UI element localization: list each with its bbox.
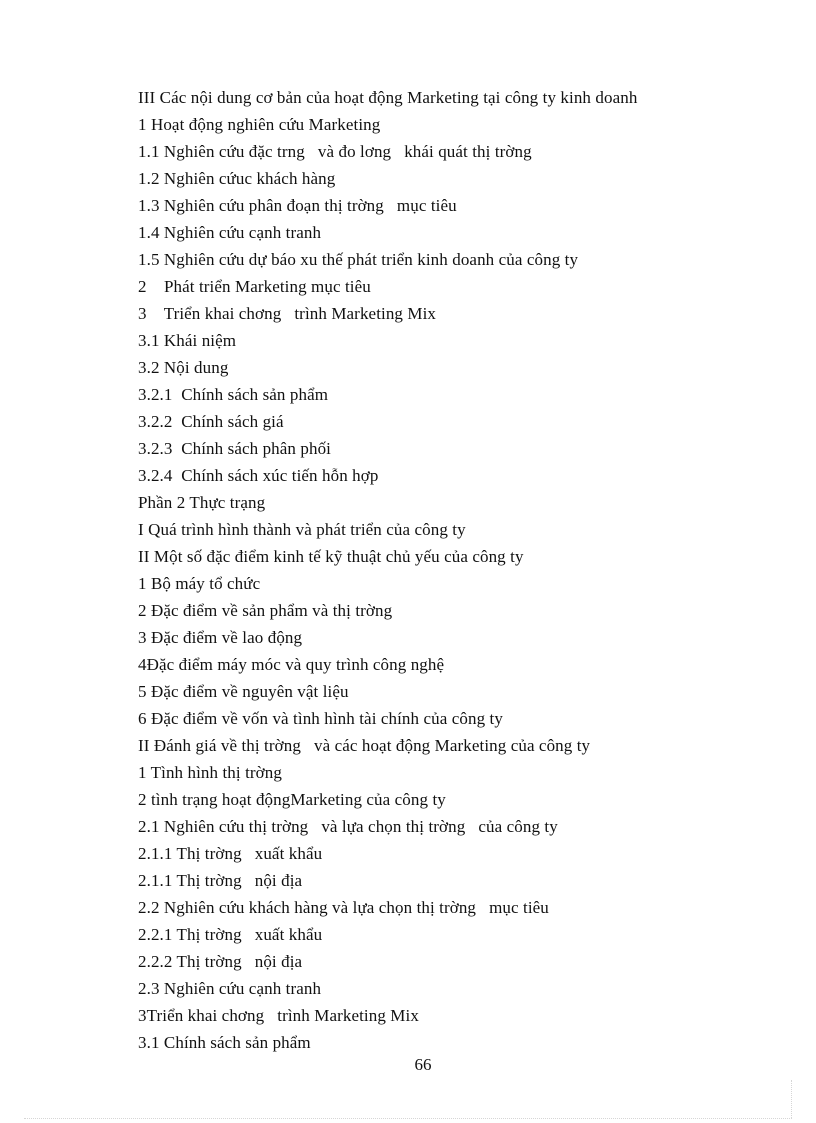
- table-of-contents: [138, 84, 738, 1056]
- toc-line: 4Đặc điểm máy móc và quy trình công nghệ: [138, 655, 445, 674]
- toc-line: 1.4 Nghiên cứu cạnh tranh: [138, 223, 322, 242]
- toc-line: 3.2.4 Chính sách xúc tiến hỗn hợp: [138, 466, 379, 485]
- toc-line: 2.3 Nghiên cứu cạnh tranh: [138, 979, 322, 998]
- toc-line: 3.2.2 Chính sách giá: [138, 412, 284, 431]
- toc-line: 1 Bộ máy tổ chức: [138, 574, 261, 593]
- toc-line: III Các nội dung cơ bản của hoạt động Marketing tại công ty kinh doanh: [138, 88, 638, 107]
- toc-line: 6 Đặc điểm về vốn và tình hình tài chính của công ty: [138, 709, 503, 728]
- toc-line: 2.2 Nghiên cứu khách hàng và lựa chọn thị trờng mục tiêu: [138, 898, 549, 917]
- toc-line: 3 Triển khai chơng trình Marketing Mix: [138, 304, 437, 323]
- toc-line: 1.1 Nghiên cứu đặc trng và đo lơng khái quát thị trờng: [138, 142, 532, 161]
- page-border-right: [791, 1080, 792, 1118]
- toc-line: 3.1 Khái niệm: [138, 331, 237, 350]
- toc-line: 3.1 Chính sách sản phẩm: [138, 1033, 311, 1052]
- toc-line: 3.2 Nội dung: [138, 358, 229, 377]
- toc-line: 2.1 Nghiên cứu thị trờng và lựa chọn thị trờng của công ty: [138, 817, 558, 836]
- toc-line: 2.1.1 Thị trờng nội địa: [138, 871, 303, 890]
- toc-line: I Quá trình hình thành và phát triển của công ty: [138, 520, 466, 539]
- toc-line: 2 Phát triển Marketing mục tiêu: [138, 277, 371, 296]
- toc-line: 2 tình trạng hoạt độngMarketing của công ty: [138, 790, 446, 809]
- toc-line: 2.1.1 Thị trờng xuất khẩu: [138, 844, 323, 863]
- page-number: 66: [414, 1055, 432, 1074]
- toc-line: 5 Đặc điểm về nguyên vật liệu: [138, 682, 349, 701]
- toc-line: 1.5 Nghiên cứu dự báo xu thế phát triển kinh doanh của công ty: [138, 250, 579, 269]
- toc-line: 1.2 Nghiên cứuc khách hàng: [138, 169, 336, 188]
- toc-line: 3Triển khai chơng trình Marketing Mix: [138, 1006, 419, 1025]
- toc-line: Phần 2 Thực trạng: [138, 493, 266, 512]
- toc-line: II Đánh giá về thị trờng và các hoạt động Marketing của công ty: [138, 736, 591, 755]
- toc-line: 1 Hoạt động nghiên cứu Marketing: [138, 115, 381, 134]
- toc-line: 3.2.3 Chính sách phân phối: [138, 439, 331, 458]
- toc-line: 1 Tình hình thị trờng: [138, 763, 282, 782]
- toc-line: 2.2.2 Thị trờng nội địa: [138, 952, 303, 971]
- toc-line: 2 Đặc điểm về sản phẩm và thị trờng: [138, 601, 393, 620]
- toc-line: 3.2.1 Chính sách sản phẩm: [138, 385, 329, 404]
- toc-line: 2.2.1 Thị trờng xuất khẩu: [138, 925, 323, 944]
- page-border-bottom: [24, 1118, 792, 1119]
- toc-line: 3 Đặc điểm về lao động: [138, 628, 303, 647]
- toc-line: II Một số đặc điểm kinh tế kỹ thuật chủ yếu của công ty: [138, 547, 524, 566]
- toc-line: 1.3 Nghiên cứu phân đoạn thị trờng mục tiêu: [138, 196, 457, 215]
